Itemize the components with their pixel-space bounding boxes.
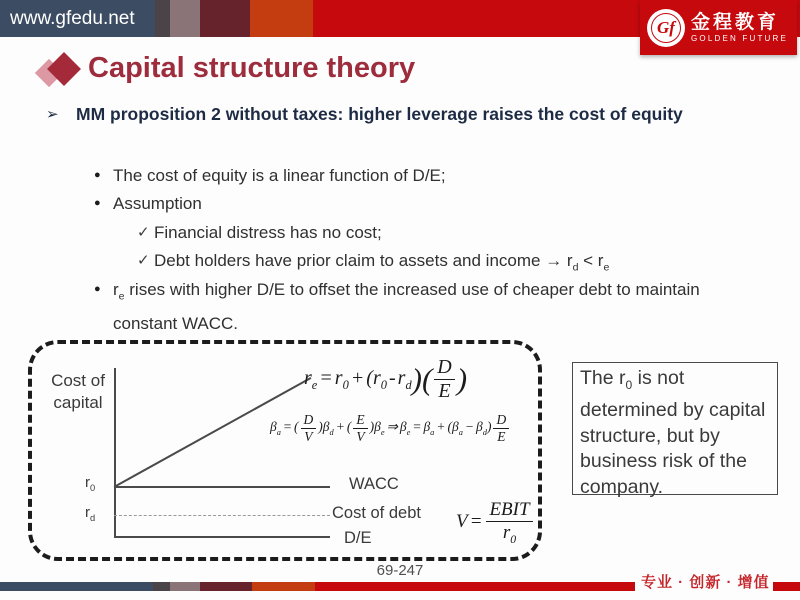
arrowhead-bullet-icon: ➢ xyxy=(46,106,59,123)
bullet-icon: ● xyxy=(94,169,101,181)
y-axis-label: Cost of capital xyxy=(51,371,105,412)
wacc-line xyxy=(114,486,330,488)
brand-name-en: GOLDEN FUTURE xyxy=(691,33,789,43)
brand-name-cn: 金程教育 xyxy=(691,11,780,33)
y-axis-line xyxy=(114,368,116,537)
list-item-text: The cost of equity is a linear function of D/E; xyxy=(113,166,446,185)
bar-segment-orange xyxy=(250,0,313,37)
rd-tick-label: $r_d$ xyxy=(85,504,96,523)
seal-monogram: Gf xyxy=(651,13,681,43)
brand-logo xyxy=(640,0,797,55)
seal-icon xyxy=(647,9,685,47)
footer-slogan: 专业 · 创新 · 增值 xyxy=(641,574,770,591)
capital-structure-diagram xyxy=(28,340,542,561)
bar-segment-navy xyxy=(0,582,153,591)
re-formula: $r_e = r_0 + (r_0 - r_d)$( $\frac{D}{E}$ ) xyxy=(304,356,468,402)
bullet-icon: ● xyxy=(94,197,101,209)
bottom-color-bar xyxy=(0,582,635,591)
bar-segment-gray xyxy=(153,582,170,591)
value-formula: V = $\frac{\text{EBIT}}{r_0}$ xyxy=(456,499,535,546)
list-item xyxy=(94,276,745,337)
beta-formula: $\beta_a$ = ( $\frac{D}{V}$ )$\beta_d$ + ( $\frac{E}{V}$ )$\beta_e$ ⇒ $\beta_e = \beta_a + (\beta_a - \beta_d)$ $\frac{D}{E}$ xyxy=(270,412,511,444)
title-diamond-icon xyxy=(36,52,86,92)
page-title: Capital structure theory xyxy=(88,52,416,84)
r0-tick-label: $r_0$ xyxy=(85,474,96,493)
site-url: www.gfedu.net xyxy=(0,0,155,37)
heading-text: MM proposition 2 without taxes: higher leverage raises the cost of equity xyxy=(76,104,683,124)
check-item-text: Financial distress has no cost; xyxy=(154,223,382,242)
check-icon: ✓ xyxy=(137,252,150,269)
bar-segment-red-right xyxy=(773,582,800,591)
list-item xyxy=(94,162,446,189)
cost-of-debt-line xyxy=(114,515,330,516)
wacc-label: WACC xyxy=(349,475,399,493)
note-box: The $r_0$ is not determined by capital structure, but by business risk of the company. xyxy=(572,362,778,495)
bar-segment-mauve xyxy=(170,0,200,37)
check-item-text: Debt holders have prior claim to assets and income → $r_d < r_e$ xyxy=(154,251,610,274)
bar-segment-gray xyxy=(155,0,170,37)
heading-item xyxy=(46,101,721,128)
bar-segment-darkred xyxy=(200,0,250,37)
check-item xyxy=(137,219,382,246)
x-axis-line xyxy=(114,536,330,538)
bullet-icon: ● xyxy=(94,283,101,295)
list-item-text: Assumption xyxy=(113,194,202,213)
bar-segment-orange xyxy=(252,582,315,591)
bar-segment-darkred xyxy=(200,582,252,591)
list-item-text: $r_e$ rises with higher D/E to offset the increased use of cheaper debt to maintain constant WACC. xyxy=(113,280,700,334)
list-item xyxy=(94,190,202,217)
brand-text xyxy=(691,13,788,43)
check-icon: ✓ xyxy=(137,224,150,241)
page-number: 69-247 xyxy=(376,562,424,579)
bar-segment-red xyxy=(315,582,635,591)
x-axis-label: D/E xyxy=(344,529,372,547)
cost-of-debt-label: Cost of debt xyxy=(332,504,421,522)
bar-segment-mauve xyxy=(170,582,200,591)
